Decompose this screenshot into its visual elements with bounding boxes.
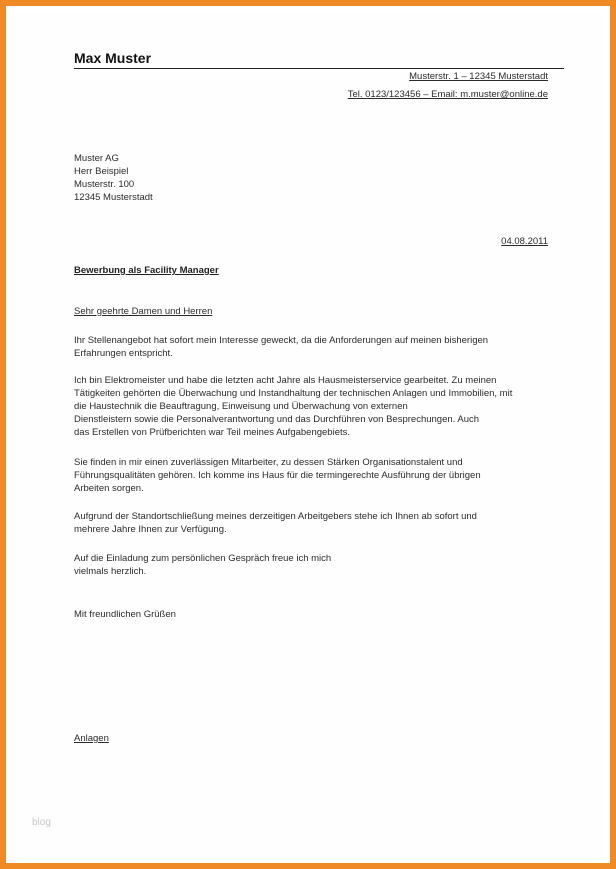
sender-contact: Tel. 0123/123456 – Email: m.muster@online.de: [347, 89, 548, 100]
letter-date: 04.08.2011: [501, 236, 548, 247]
body-paragraph: Ich bin Elektromeister und habe die letzten acht Jahre als Hausmeisterservice gearbeitet. Zu meinen Tätigkeiten gehörten die Überwachung und Instandhaltung der technischen Anlagen und Immobilien, mit die Haustechnik die Beauftragung, Einweisung und Überwachung von externen Dienstleistern sowie die Personalverantwortung und das Durchführen von Besprechungen. Auch das Erstellen von Prüfberichten war Teil meines Aufgabengebiets.: [74, 375, 513, 438]
watermark-text: blog: [32, 817, 51, 828]
salutation: Sehr geehrte Damen und Herren: [74, 306, 213, 317]
body-paragraph: Aufgrund der Standortschließung meines derzeitigen Arbeitgebers stehe ich Ihnen ab sofort und mehrere Jahre Ihnen zur Verfügung.: [74, 511, 477, 535]
closing-line: Mit freundlichen Grüßen: [74, 609, 176, 620]
body-paragraph: Ihr Stellenangebot hat sofort mein Interesse geweckt, da die Anforderungen auf meinen bisherigen Erfahrungen entspricht.: [74, 335, 489, 359]
sender-address: Musterstr. 1 – 12345 Musterstadt: [409, 71, 548, 82]
sender-name: Max Muster: [74, 52, 564, 69]
recipient-address: Muster AG Herr Beispiel Musterstr. 100 12345 Musterstadt: [74, 153, 153, 203]
signature: Anlagen: [74, 733, 109, 744]
letter-subject: Bewerbung als Facility Manager: [74, 265, 219, 276]
body-paragraph: Auf die Einladung zum persönlichen Gespräch freue ich mich vielmals herzlich.: [74, 553, 332, 577]
body-paragraph: Sie finden in mir einen zuverlässigen Mitarbeiter, zu dessen Stärken Organisationstalent und Führungsqualitäten gehören. Ich komme ins Haus für die termingerechte Ausführung der übrigen Arbeiten sorgen.: [74, 457, 481, 494]
